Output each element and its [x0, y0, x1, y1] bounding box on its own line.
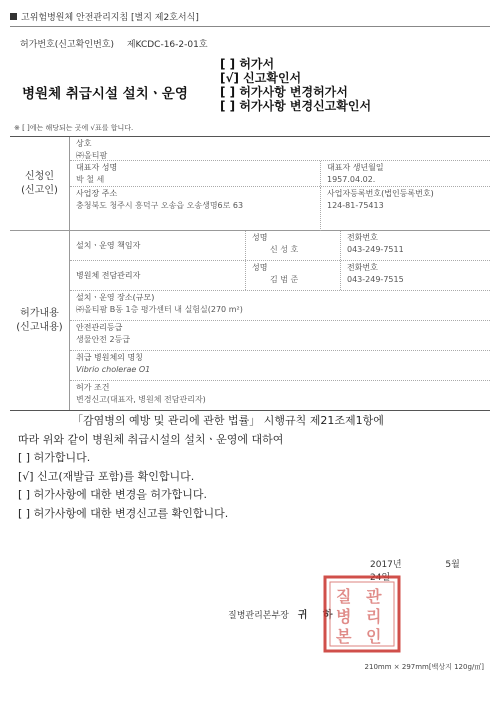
- op-manager-name-cell: 성명 신 성 호: [245, 231, 340, 260]
- statement-item-permit: [ ] 허가합니다.: [18, 451, 91, 464]
- applicant-section: [10, 137, 490, 231]
- applicant-label: 신청인 (신고인): [10, 137, 70, 230]
- option-report-confirm: [√] 신고확인서: [220, 71, 302, 85]
- dedicated-manager-name-cell: 성명 김 범 준: [245, 261, 340, 290]
- check-note: ※ [ ]에는 해당되는 곳에 √표를 합니다.: [14, 124, 134, 132]
- form-header-text: 고위험병원체 안전관리지침 [별지 제2호서식]: [21, 13, 199, 23]
- bullet-square-icon: [10, 13, 17, 20]
- signer-title: 질병관리본부장: [228, 611, 289, 621]
- safety-grade-cell: 안전관리등급 생물안전 2등급: [76, 323, 131, 344]
- statement-line-1: 「감염병의 예방 및 관리에 관한 법률」 시행규칙 제21조제1항에: [72, 414, 384, 427]
- document-title: 병원체 취급시설 설치ㆍ운영: [22, 86, 188, 102]
- official-seal-icon: [322, 574, 402, 654]
- svg-text:본: 본: [336, 627, 352, 646]
- pathogen-cell: 취급 병원체의 명칭 Vibrio cholerae O1: [76, 353, 151, 374]
- location-cell: 설치ㆍ운영 장소(규모) ㈜올티팜 B동 1층 평가센터 내 실험실(270 m²): [76, 293, 243, 314]
- svg-text:병: 병: [336, 607, 352, 626]
- company-name-cell: 상호 ㈜올티팜: [76, 139, 108, 160]
- option-change-permit: [ ] 허가사항 변경허가서: [220, 85, 348, 99]
- biz-number-cell: 사업자등록번호(법인등록번호) 124-81-75413: [320, 187, 490, 231]
- decision-statement: [18, 412, 483, 523]
- address-cell: 사업장 주소 충청북도 청주시 흥덕구 오송읍 오송생명6로 63: [76, 189, 244, 210]
- date-day: 24일: [370, 573, 391, 583]
- form-header: [10, 10, 199, 23]
- header-divider: [10, 26, 490, 27]
- permit-number-value: 제KCDC-16-2-01호: [126, 40, 208, 50]
- statement-line-2: 따라 위와 같이 병원체 취급시설의 설치ㆍ운영에 대하여: [18, 432, 284, 446]
- representative-cell: 대표자 성명 박 철 세: [76, 163, 118, 184]
- date-month: 5월: [445, 560, 460, 570]
- date-year: 2017년: [370, 560, 402, 570]
- permit-number: [20, 37, 218, 50]
- paper-spec: 210mm × 297mm[백상지 120g/㎡]: [364, 663, 484, 671]
- option-change-report: [ ] 허가사항 변경신고확인서: [220, 99, 372, 113]
- condition-cell: 허가 조건 변경신고(대표자, 병원체 전담관리자): [76, 383, 206, 404]
- svg-text:리: 리: [366, 607, 382, 626]
- dedicated-manager-phone-cell: 전화번호 043-249-7515: [340, 261, 490, 290]
- statement-item-change-permit: [ ] 허가사항에 대한 변경을 허가합니다.: [18, 488, 207, 501]
- op-manager-phone-cell: 전화번호 043-249-7511: [340, 231, 490, 260]
- permit-content-section: [10, 231, 490, 411]
- op-manager-label-cell: 설치ㆍ운영 책임자: [76, 240, 141, 250]
- svg-text:인: 인: [366, 627, 382, 646]
- dedicated-manager-label-cell: 병원체 전담관리자: [76, 270, 141, 280]
- signer-name: 귀 하: [297, 610, 339, 621]
- statement-item-change-report: [ ] 허가사항에 대한 변경신고를 확인합니다.: [18, 506, 229, 520]
- statement-item-report: [√] 신고(재발급 포함)를 확인합니다.: [18, 469, 195, 483]
- permit-content-label: 허가내용 (신고내용): [10, 231, 70, 410]
- svg-text:질: 질: [336, 587, 352, 606]
- form-table: [10, 136, 490, 411]
- birthdate-cell: 대표자 생년월일 1957.04.02.: [320, 161, 490, 186]
- permit-number-label: 허가번호(신고확인번호): [20, 40, 114, 50]
- option-permit: [ ] 허가서: [220, 57, 275, 71]
- svg-text:관: 관: [366, 587, 382, 606]
- document-type-options: [220, 57, 371, 113]
